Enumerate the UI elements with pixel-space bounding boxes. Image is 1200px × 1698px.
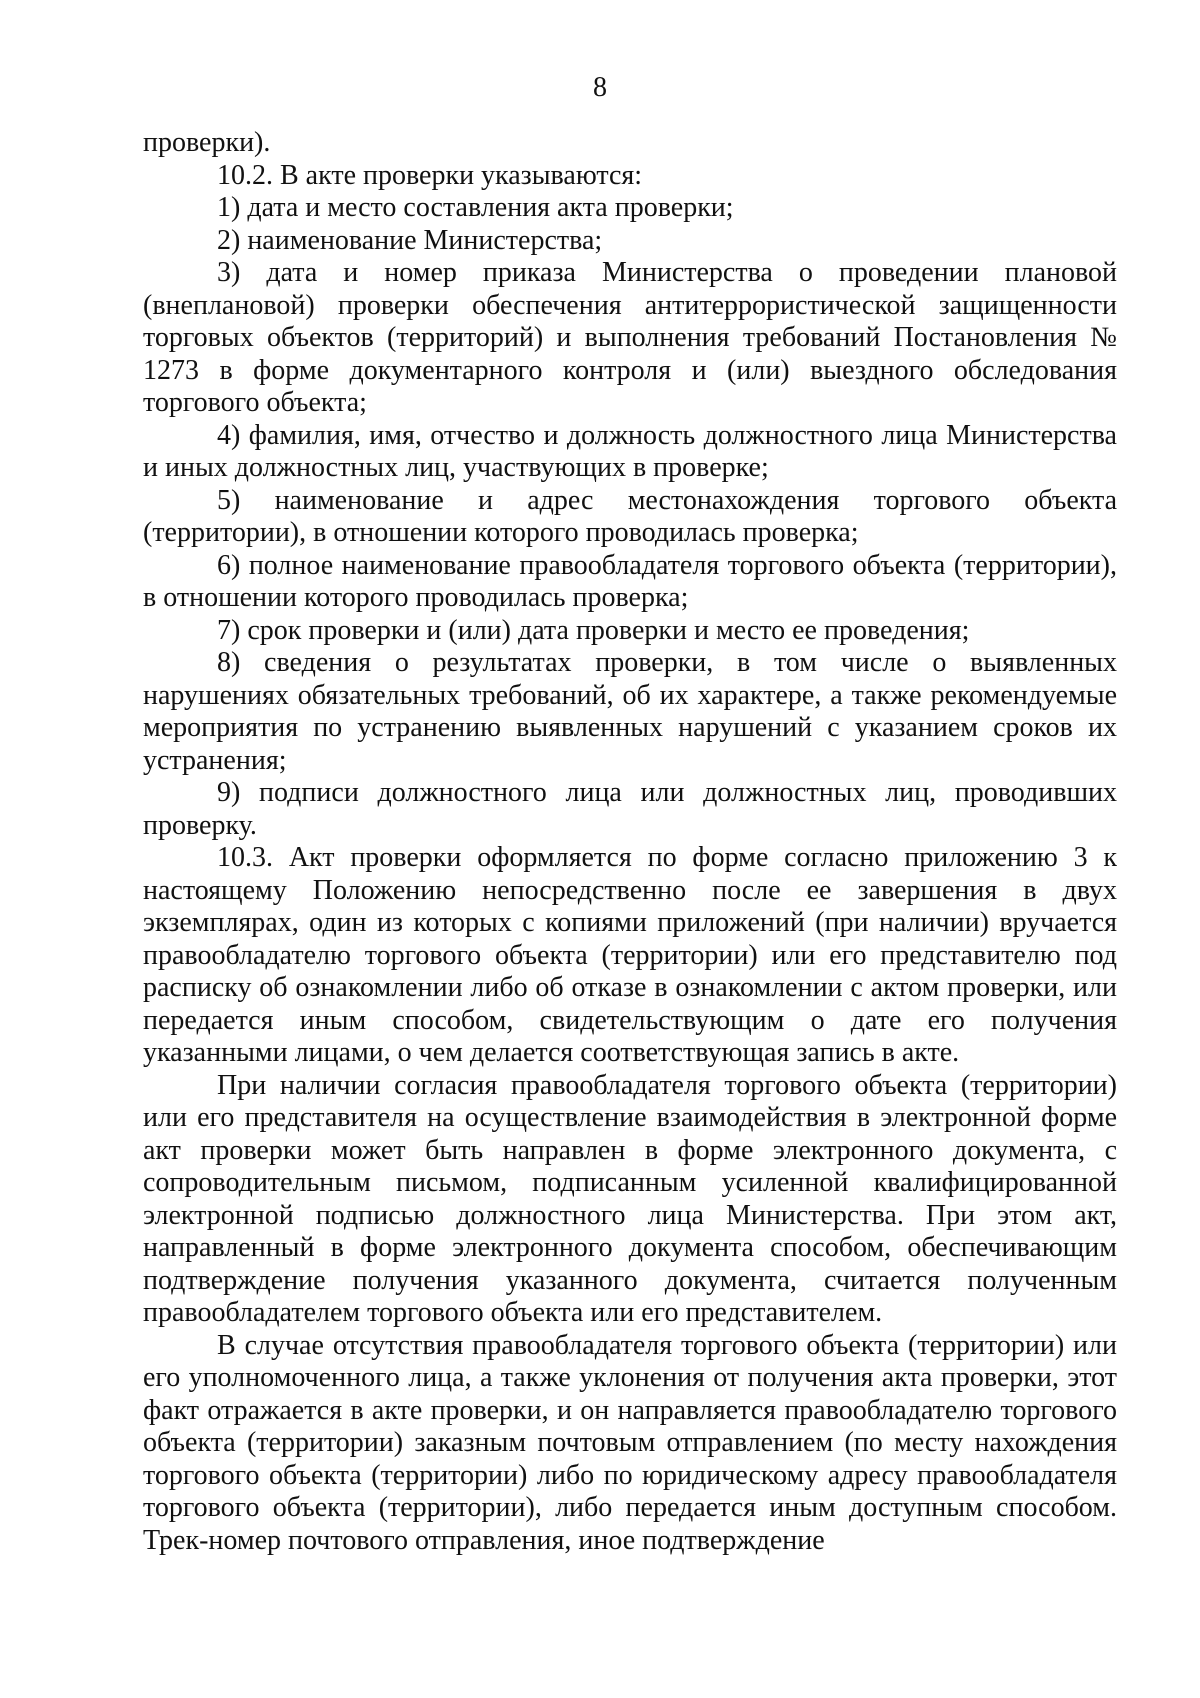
paragraph: 8) сведения о результатах проверки, в том числе о выявленных нарушениях обязательных требований, об их характере, а также рекомендуемые мероприятия по устранению выявленных нарушений с указанием сроков их устранения; <box>143 647 1117 776</box>
paragraph: 7) срок проверки и (или) дата проверки и место ее проведения; <box>217 614 970 646</box>
paragraph: 6) полное наименование правообладателя торгового объекта (территории), в отношении которого проводилась проверка; <box>143 549 1117 613</box>
paragraph: При наличии согласия правообладателя торгового объекта (территории) или его представителя на осуществление взаимодействия в электронной форме акт проверки может быть направлен в форме электронного документа, с сопроводительным письмом, подписанным усиленной квалифицированной электронной подписью должностного лица Министерства. При этом акт, направленный в форме электронного документа способом, обеспечивающим подтверждение получения указанного документа, считается полученным правообладателем торгового объекта или его представителем. <box>143 1069 1117 1328</box>
paragraph: 9) подписи должностного лица или должностных лиц, проводивших проверку. <box>143 777 1117 841</box>
paragraph: 1) дата и место составления акта проверки; <box>217 192 734 223</box>
paragraph: 5) наименование и адрес местонахождения торгового объекта (территории), в отношении которого проводилась проверка; <box>143 484 1117 548</box>
page-number: 8 <box>593 72 607 103</box>
document-body <box>143 127 1117 1557</box>
paragraph: В случае отсутствия правообладателя торгового объекта (территории) или его уполномоченного лица, а также уклонения от получения акта проверки, этот факт отражается в акте проверки, и он направляется правообладателю торгового объекта (территории) заказным почтовым отправлением (по месту нахождения торгового объекта (территории) либо по юридическому адресу правообладателя торгового объекта (территории), либо передается иным доступным способом. Трек-номер почтового отправления, иное подтверждение <box>143 1329 1117 1556</box>
paragraph: 10.3. Акт проверки оформляется по форме согласно приложению 3 к настоящему Положению непосредственно после ее завершения в двух экземплярах, один из которых с копиями приложений (при наличии) вручается правообладателю торгового объекта (территории) или его представителю под расписку об ознакомлении либо об отказе в ознакомлении с актом проверки, или передается иным способом, свидетельствующим о дате его получения указанными лицами, о чем делается соответствующая запись в акте. <box>143 842 1117 1068</box>
paragraph: проверки). <box>143 127 271 158</box>
paragraph: 10.2. В акте проверки указываются: <box>217 159 643 191</box>
paragraph: 3) дата и номер приказа Министерства о проведении плановой (внеплановой) проверки обеспечения антитеррористической защищенности торговых объектов (территорий) и выполнения требований Постановления № 1273 в форме документарного контроля и (или) выездного обследования торгового объекта; <box>143 257 1117 418</box>
paragraph: 2) наименование Министерства; <box>217 224 603 256</box>
paragraph: 4) фамилия, имя, отчество и должность должностного лица Министерства и иных должностных лиц, участвующих в проверке; <box>143 419 1117 483</box>
